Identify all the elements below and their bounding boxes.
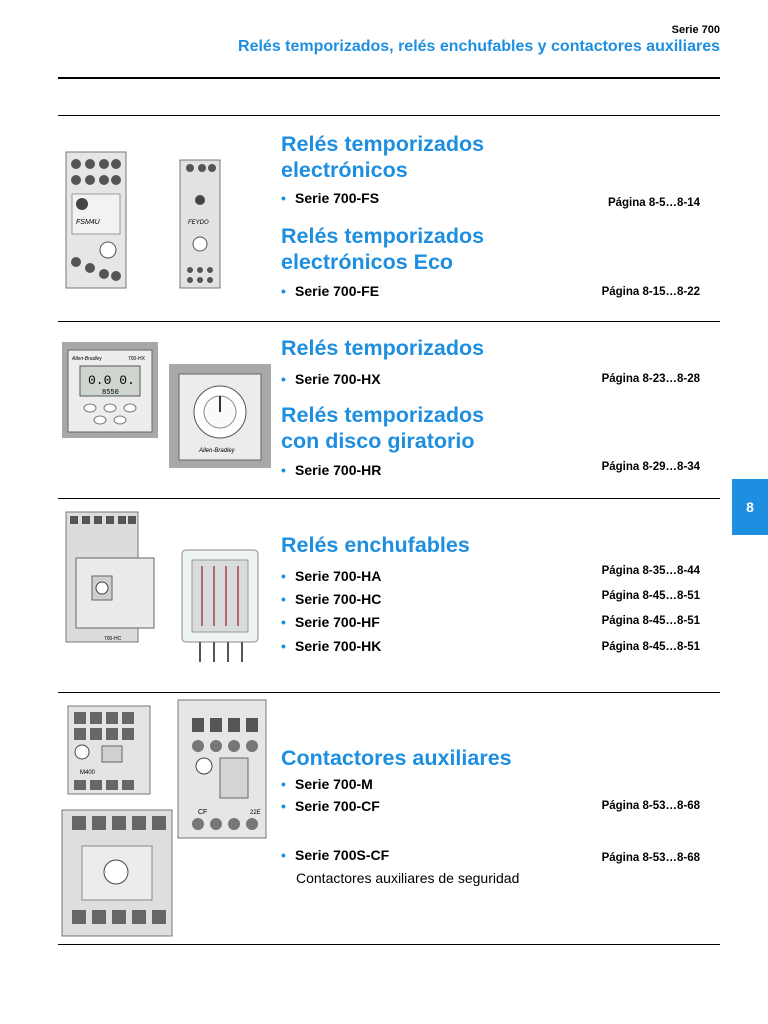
list-item-700-cf xyxy=(281,797,380,815)
bullet-icon: • xyxy=(281,847,286,863)
section-title-line: electrónicos Eco xyxy=(281,250,454,274)
divider xyxy=(58,498,720,499)
series-label: Serie 700 xyxy=(671,24,720,36)
list-item-label: Serie 700-HK xyxy=(295,638,382,654)
model-label: 700-HX xyxy=(128,356,145,362)
bullet-icon: • xyxy=(281,371,286,387)
bullet-icon: • xyxy=(281,190,286,206)
bullet-icon: • xyxy=(281,462,286,478)
contactor-700-m-photo xyxy=(64,702,154,798)
display-readout-sub: 8550 xyxy=(102,389,119,397)
page-ref-700-hx[interactable]: Página 8-23…8-28 xyxy=(601,373,700,385)
brand-label: Allen-Bradley xyxy=(72,356,102,362)
page-ref-700-fs[interactable]: Página 8-5…8-14 xyxy=(607,197,700,209)
list-item-label: Serie 700-CF xyxy=(295,798,380,814)
list-item-700-hx xyxy=(281,370,381,388)
list-item-label: Serie 700-M xyxy=(295,776,373,792)
relay-700-hr-photo xyxy=(169,364,271,468)
section-title-fe xyxy=(281,223,484,275)
list-item-label: Serie 700-FS xyxy=(295,190,380,206)
list-item-label: Serie 700-HR xyxy=(295,462,382,478)
relay-700-hc-photo xyxy=(64,510,158,648)
list-item-700-fs xyxy=(281,189,379,207)
bullet-icon: • xyxy=(281,638,286,654)
list-item-description: Contactores auxiliares de seguridad xyxy=(296,870,520,886)
model-label: 700-HC xyxy=(104,636,122,642)
bullet-icon: • xyxy=(281,283,286,299)
list-item-700-hc xyxy=(281,590,381,608)
relay-700-fe-photo xyxy=(178,158,222,290)
section-title-plugin: Relés enchufables xyxy=(281,533,470,557)
relay-700-hx-photo xyxy=(62,342,158,438)
divider xyxy=(58,115,720,116)
list-item-label: Serie 700-HX xyxy=(295,371,381,387)
list-item-700s-cf xyxy=(281,846,389,864)
bullet-icon: • xyxy=(281,591,286,607)
section-title-line: Relés temporizados xyxy=(281,403,485,427)
section-title-hx: Relés temporizados xyxy=(281,336,485,360)
section-title-hr xyxy=(281,402,484,454)
divider xyxy=(58,692,720,693)
section-title-contactors: Contactores auxiliares xyxy=(281,746,512,770)
header-rule xyxy=(58,77,720,79)
page-title: Relés temporizados, relés enchufables y contactores auxiliares xyxy=(238,38,720,55)
divider xyxy=(58,321,720,322)
chapter-tab[interactable]: 8 xyxy=(732,479,768,535)
page-ref-700-ha[interactable]: Página 8-35…8-44 xyxy=(601,565,700,577)
model-label: 22E xyxy=(250,810,261,816)
contactor-700s-cf-photo xyxy=(58,806,176,940)
relay-model-label: FEYDO xyxy=(188,220,209,226)
contactor-700-cf-photo xyxy=(174,698,270,840)
section-title-fs xyxy=(281,131,484,183)
divider xyxy=(58,944,720,945)
model-label: CF xyxy=(198,809,208,816)
page-ref-700-fe[interactable]: Página 8-15…8-22 xyxy=(601,286,700,298)
page-ref-700-hk[interactable]: Página 8-45…8-51 xyxy=(601,641,700,653)
page-ref-700-cf[interactable]: Página 8-53…8-68 xyxy=(601,800,700,812)
list-item-700-fe xyxy=(281,282,379,300)
list-item-label: Serie 700-HA xyxy=(295,568,382,584)
list-item-label: Serie 700-HC xyxy=(295,591,382,607)
list-item-label: Serie 700-HF xyxy=(295,614,380,630)
list-item-700-hf xyxy=(281,613,380,631)
page-ref-700s-cf[interactable]: Página 8-53…8-68 xyxy=(601,852,700,864)
bullet-icon: • xyxy=(281,798,286,814)
list-item-label: Serie 700-FE xyxy=(295,283,380,299)
page-ref-700-hr[interactable]: Página 8-29…8-34 xyxy=(601,461,700,473)
bullet-icon: • xyxy=(281,614,286,630)
section-title-line: electrónicos xyxy=(281,158,408,182)
list-item-700-ha xyxy=(281,567,381,585)
brand-label: Allen-Bradley xyxy=(199,448,235,454)
relay-700-hk-photo xyxy=(178,546,262,666)
display-readout: 0.0 0. xyxy=(88,373,135,388)
section-title-line: con disco giratorio xyxy=(281,429,475,453)
page-ref-700-hc[interactable]: Página 8-45…8-51 xyxy=(601,590,700,602)
page-ref-700-hf[interactable]: Página 8-45…8-51 xyxy=(601,615,700,627)
bullet-icon: • xyxy=(281,776,286,792)
section-title-line: Relés temporizados xyxy=(281,224,485,248)
list-item-700-hr xyxy=(281,461,381,479)
list-item-700-hk xyxy=(281,637,381,655)
list-item-label: Serie 700S-CF xyxy=(295,847,390,863)
relay-700-fs-photo xyxy=(64,150,128,290)
bullet-icon: • xyxy=(281,568,286,584)
section-title-line: Relés temporizados xyxy=(281,132,485,156)
model-label: M400 xyxy=(80,770,96,776)
list-item-700-m xyxy=(281,775,373,793)
relay-model-label: FSM4U xyxy=(76,219,100,226)
